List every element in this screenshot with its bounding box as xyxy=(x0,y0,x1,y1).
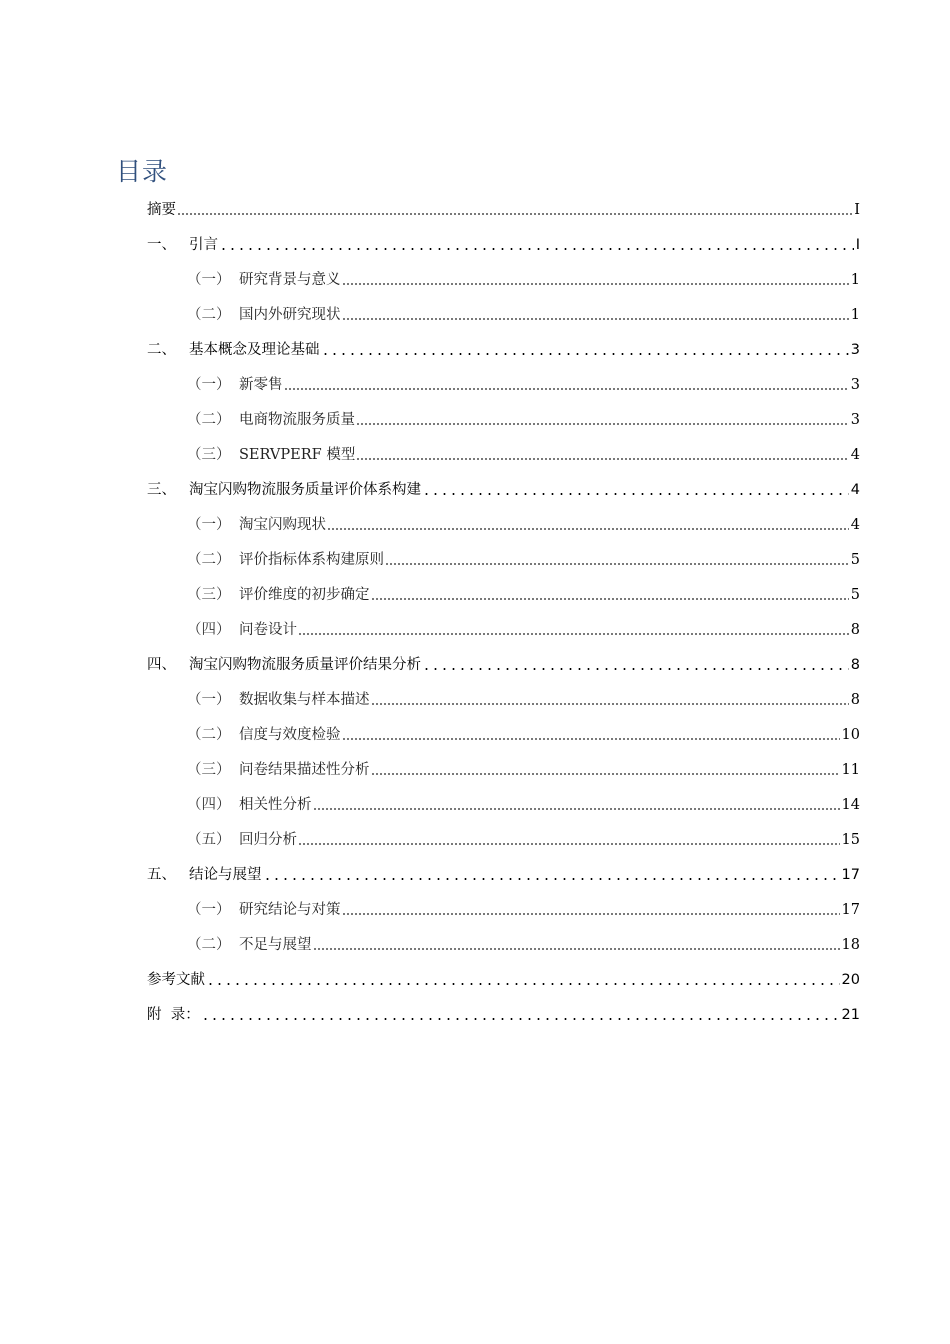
toc-entry-number: （四） xyxy=(187,797,231,813)
toc-dot-leader xyxy=(219,248,854,250)
toc-entry-page-number: 4 xyxy=(850,517,860,533)
toc-entry-page-number: 14 xyxy=(841,797,860,813)
toc-entry-title: 评价指标体系构建原则 xyxy=(239,552,384,568)
toc-entry[interactable] xyxy=(147,193,860,228)
toc-entry-page-number: 20 xyxy=(841,972,860,988)
toc-entry-page-number: 1 xyxy=(850,272,860,288)
toc-entry-number: （三） xyxy=(187,447,231,463)
toc-entry-number: 三、 xyxy=(147,482,176,498)
toc-entry[interactable] xyxy=(147,368,860,403)
toc-entry-page-number: 8 xyxy=(850,657,860,673)
toc-entry-page-number: 8 xyxy=(850,692,860,708)
toc-entry[interactable] xyxy=(147,473,860,508)
toc-entry-title: 信度与效度检验 xyxy=(239,727,341,743)
toc-entry[interactable] xyxy=(147,298,860,333)
toc-dot-leader xyxy=(201,1018,840,1020)
toc-dot-leader xyxy=(313,948,840,950)
toc-entry-number: （一） xyxy=(187,692,231,708)
toc-entry-page-number: 15 xyxy=(841,832,860,848)
toc-entry-title: 淘宝闪购物流服务质量评价体系构建 xyxy=(189,482,421,498)
toc-entry-title: 摘要 xyxy=(147,202,176,218)
toc-entry[interactable] xyxy=(147,438,860,473)
toc-dot-leader xyxy=(327,528,849,530)
toc-entry-number: （三） xyxy=(187,762,231,778)
toc-entry-title: 研究结论与对策 xyxy=(239,902,341,918)
toc-entry-page-number: 18 xyxy=(841,937,860,953)
page-title: 目录 xyxy=(116,157,169,186)
toc-entry-page-number: 4 xyxy=(850,447,860,463)
toc-entry[interactable] xyxy=(147,718,860,753)
toc-entry[interactable] xyxy=(147,508,860,543)
toc-entry-title: 评价维度的初步确定 xyxy=(239,587,370,603)
toc-entry-page-number: 3 xyxy=(850,412,860,428)
toc-entry[interactable] xyxy=(147,858,860,893)
toc-entry-number: 一、 xyxy=(147,237,176,253)
toc-entry[interactable] xyxy=(147,823,860,858)
toc-dot-leader xyxy=(385,563,849,565)
toc-entry[interactable] xyxy=(147,648,860,683)
toc-dot-leader xyxy=(342,738,840,740)
toc-entry-title: 国内外研究现状 xyxy=(239,307,341,323)
toc-entry-title: 电商物流服务质量 xyxy=(239,412,355,428)
toc-entry-number: （三） xyxy=(187,587,231,603)
toc-dot-leader xyxy=(177,213,852,215)
toc-entry-title: 淘宝闪购现状 xyxy=(239,517,326,533)
toc-entry-page-number: 5 xyxy=(850,552,860,568)
toc-entry-page-number: 3 xyxy=(850,342,860,358)
toc-entry-title: 回归分析 xyxy=(239,832,297,848)
toc-entry-title: 参考文献 xyxy=(147,972,205,988)
toc-entry-title: 结论与展望 xyxy=(189,867,262,883)
toc-entry-number: 四、 xyxy=(147,657,176,673)
toc-entry-page-number: 10 xyxy=(841,727,860,743)
toc-entry-title: 新零售 xyxy=(239,377,283,393)
toc-entry[interactable] xyxy=(147,963,860,998)
toc-dot-leader xyxy=(284,388,849,390)
toc-entry[interactable] xyxy=(147,613,860,648)
toc-entry-page-number: 17 xyxy=(841,902,860,918)
toc-entry[interactable] xyxy=(147,333,860,368)
toc-dot-leader xyxy=(342,318,849,320)
toc-entry-page-number: 3 xyxy=(850,377,860,393)
toc-entry-number: （五） xyxy=(187,832,231,848)
toc-entry-page-number: 1 xyxy=(850,307,860,323)
toc-dot-leader xyxy=(313,808,840,810)
toc-entry-number: 五、 xyxy=(147,867,176,883)
toc-dot-leader xyxy=(371,773,840,775)
toc-entry[interactable] xyxy=(147,263,860,298)
toc-dot-leader xyxy=(342,913,840,915)
toc-entry-title: 附 录： xyxy=(147,1007,200,1023)
toc-entry[interactable] xyxy=(147,928,860,963)
toc-entry-page-number: 17 xyxy=(841,867,860,883)
toc-entry-page-number: 4 xyxy=(850,482,860,498)
toc-dot-leader xyxy=(298,843,840,845)
toc-entry-title: 不足与展望 xyxy=(239,937,312,953)
toc-entry-title: 基本概念及理论基础 xyxy=(189,342,320,358)
toc-entry-number: （一） xyxy=(187,377,231,393)
toc-entry-title: 相关性分析 xyxy=(239,797,312,813)
table-of-contents xyxy=(147,193,860,1033)
toc-entry-number: （一） xyxy=(187,902,231,918)
toc-dot-leader xyxy=(356,458,848,460)
toc-entry-number: （二） xyxy=(187,727,231,743)
toc-entry[interactable] xyxy=(147,753,860,788)
toc-entry[interactable] xyxy=(147,788,860,823)
toc-entry-page-number: I xyxy=(855,237,860,253)
toc-entry[interactable] xyxy=(147,998,860,1033)
toc-entry-page-number: 21 xyxy=(841,1007,860,1023)
toc-dot-leader xyxy=(422,493,849,495)
toc-entry-number: （一） xyxy=(187,272,231,288)
toc-entry[interactable] xyxy=(147,543,860,578)
toc-entry-number: （四） xyxy=(187,622,231,638)
toc-entry-page-number: 8 xyxy=(850,622,860,638)
toc-entry-title: 问卷结果描述性分析 xyxy=(239,762,370,778)
toc-entry-title: SERVPERF 模型 xyxy=(239,447,356,463)
toc-entry-number: （一） xyxy=(187,517,231,533)
toc-entry-number: （二） xyxy=(187,412,231,428)
toc-dot-leader xyxy=(298,633,849,635)
toc-entry-page-number: 11 xyxy=(841,762,860,778)
toc-dot-leader xyxy=(422,668,849,670)
toc-dot-leader xyxy=(371,703,849,705)
toc-entry-title: 数据收集与样本描述 xyxy=(239,692,370,708)
toc-entry-page-number: I xyxy=(854,202,860,218)
toc-entry-title: 研究背景与意义 xyxy=(239,272,341,288)
toc-dot-leader xyxy=(342,283,849,285)
toc-entry[interactable] xyxy=(147,403,860,438)
toc-entry-page-number: 5 xyxy=(850,587,860,603)
toc-entry[interactable] xyxy=(147,683,860,718)
toc-dot-leader xyxy=(356,423,849,425)
toc-dot-leader xyxy=(206,983,840,985)
toc-entry-title: 问卷设计 xyxy=(239,622,297,638)
toc-entry[interactable] xyxy=(147,228,860,263)
toc-entry[interactable] xyxy=(147,893,860,928)
toc-entry-number: 二、 xyxy=(147,342,176,358)
toc-entry-number: （二） xyxy=(187,307,231,323)
toc-entry-number: （二） xyxy=(187,937,231,953)
toc-dot-leader xyxy=(263,878,840,880)
toc-dot-leader xyxy=(321,353,849,355)
toc-entry-number: （二） xyxy=(187,552,231,568)
toc-entry-title: 淘宝闪购物流服务质量评价结果分析 xyxy=(189,657,421,673)
toc-entry-title: 引言 xyxy=(189,237,218,253)
toc-dot-leader xyxy=(371,598,849,600)
toc-entry[interactable] xyxy=(147,578,860,613)
